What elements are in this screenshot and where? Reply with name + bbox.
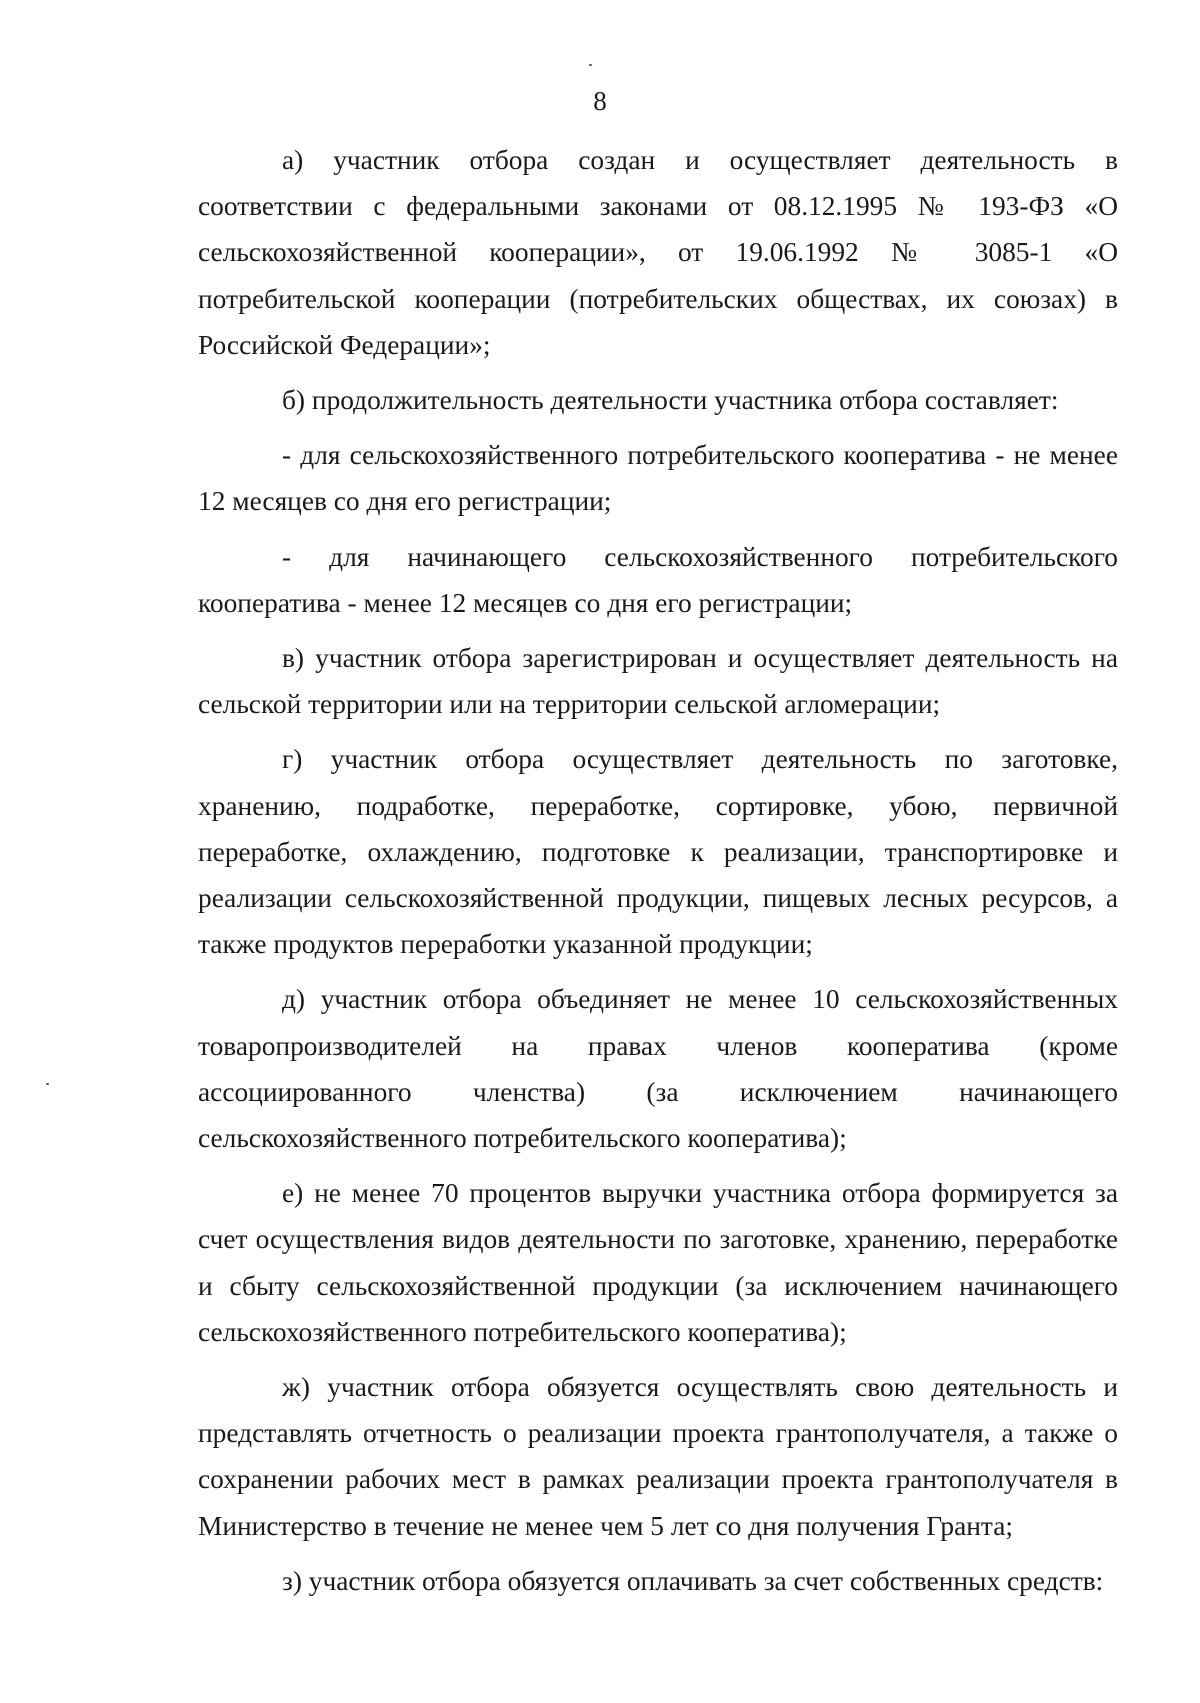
page-number: 8 [593, 86, 607, 116]
paragraph-z: з) участник отбора обязуется оплачивать за счет собственных средств: [282, 1565, 1104, 1596]
scan-speck [46, 1083, 49, 1085]
paragraph-b-item-1: - для сельскохозяйственного потребительского кооператива - не менее 12 месяцев со дня его регистрации; [198, 440, 1118, 517]
paragraph-e: е) не менее 70 процентов выручки участника отбора формируется за счет осуществления видов деятельности по заготовке, хранению, переработке и сбыту сельскохозяйственной продукции (за исключением начинающего сельскохозяйственного потребительского кооператива); [198, 1178, 1118, 1347]
paragraph-zh: ж) участник отбора обязуется осуществлять свою деятельность и представлять отчетность о реализации проекта грантополучателя, а также о сохранении рабочих мест в рамках реализации проекта грантополучателя в Министерство в течение не менее чем 5 лет со дня получения Гранта; [198, 1372, 1118, 1541]
paragraph-a: а) участник отбора создан и осуществляет деятельность в соответствии с федеральными законами от 08.12.1995 № 193-ФЗ «О сельскохозяйственной кооперации», от 19.06.1992 № 3085-1 «О потребительской кооперации (потребительских обществах, их союзах) в Российской Федерации»; [198, 145, 1118, 360]
paragraph-b: б) продолжительность деятельности участника отбора составляет: [282, 385, 1059, 416]
paragraph-g: г) участник отбора осуществляет деятельность по заготовке, хранению, подработке, переработке, сортировке, убою, первичной переработке, охлаждению, подготовке к реализации, транспортировке и реализации сельскохозяйственной продукции, пищевых лесных ресурсов, а также продуктов переработки указанной продукции; [198, 744, 1118, 960]
paragraph-d: д) участник отбора объединяет не менее 10 сельскохозяйственных товаропроизводителей на правах членов кооператива (кроме ассоциированного членства) (за исключением начинающего сельскохозяйственного потребительского кооператива); [198, 984, 1118, 1154]
scan-speck [589, 64, 592, 66]
paragraph-b-item-2: - для начинающего сельскохозяйственного потребительского кооператива - менее 12 месяцев со дня его регистрации; [198, 541, 1118, 618]
paragraph-v: в) участник отбора зарегистрирован и осуществляет деятельность на сельской территории или на территории сельской агломерации; [198, 643, 1118, 720]
document-body [198, 137, 1118, 1604]
